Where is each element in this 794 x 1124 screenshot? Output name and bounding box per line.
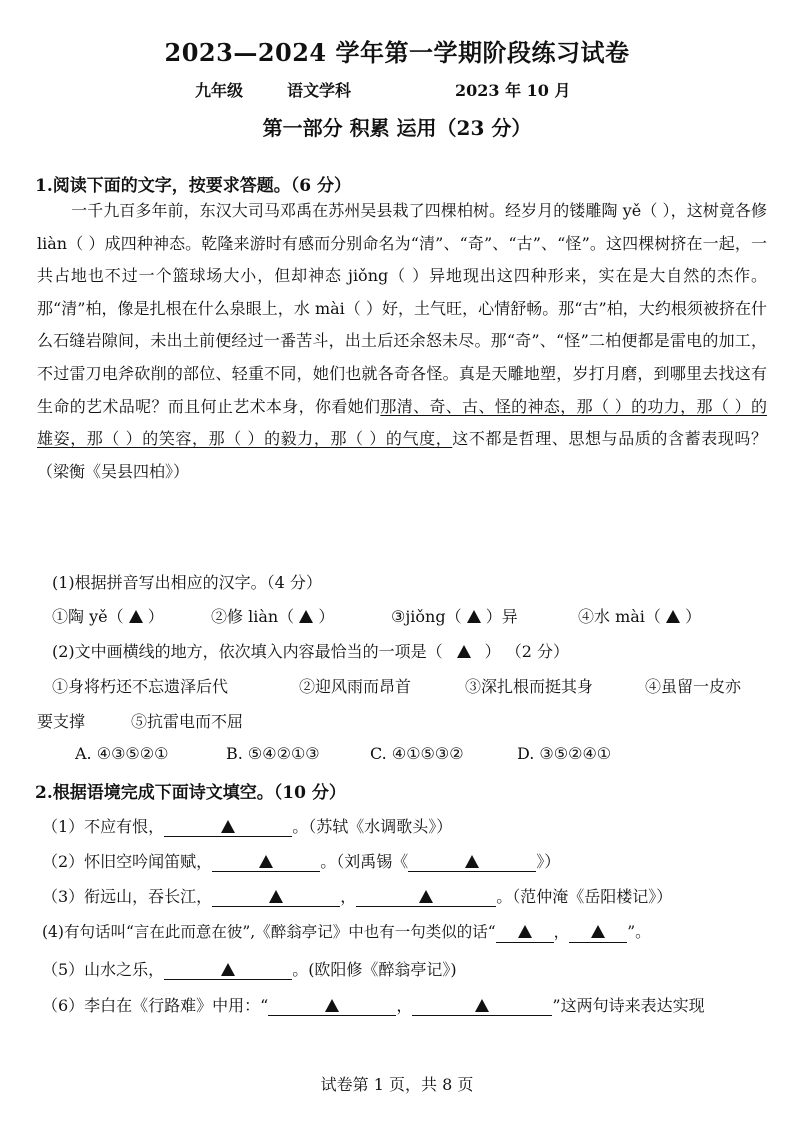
sub-question-1: (1)根据拼音写出相应的汉字。（4 分）: [52, 573, 322, 592]
pinyin-item-3: ③jiǒng（ ）异: [391, 607, 518, 626]
fill-line-6: （6）李白在《行路难》中用：“ ， ”这两句诗来表达实现: [42, 996, 705, 1015]
exam-subtitle: [0, 78, 794, 98]
exam-title: 2023—2024 学年第一学期阶段练习试卷: [164, 38, 630, 67]
choice-b: B. ⑤④②①③: [226, 744, 320, 763]
fill-line-4: (4)有句话叫“言在此而意在彼”,《醉翁亭记》中也有一句类似的话“ ， ”。: [42, 923, 651, 941]
option-statement-2: ②迎风雨而昂首: [299, 677, 412, 696]
answer-blank[interactable]: [164, 817, 292, 837]
answer-blank[interactable]: [496, 923, 554, 943]
option-statement-1: ①身将朽还不忘遗泽后代: [52, 677, 229, 696]
answer-blank[interactable]: [408, 852, 536, 872]
pinyin-item-4: ④水 mài（ ）: [578, 607, 702, 626]
part-heading: 第一部分 积累 运用（23 分）: [262, 116, 532, 140]
grade-label: 九年级: [195, 81, 244, 100]
passage-text-end: 这不都是哲理、思想与品质的含蓄表现吗？（梁衡《吴县四柏》）: [37, 429, 767, 481]
option-statement-4: ④虽留一皮亦: [645, 677, 742, 696]
sub-question-2: (2)文中画横线的地方，依次填入内容最恰当的一项是（ ） （2 分）: [52, 642, 570, 661]
answer-triangle-icon: [221, 963, 235, 976]
option-statement-5: ⑤抗雷电而不屈: [131, 712, 244, 731]
fill-line-2: （2）怀旧空吟闻笛赋， 。（刘禹锡《 》）: [42, 852, 561, 871]
question-2-heading: 2.根据语境完成下面诗文填空。（10 分）: [35, 783, 346, 803]
answer-triangle-icon: [325, 999, 339, 1012]
answer-triangle-icon: [467, 610, 481, 623]
fill-line-1: （1）不应有恨， 。（苏轼《水调歌头》）: [42, 817, 453, 836]
answer-triangle-icon: [465, 855, 479, 868]
pinyin-item-2: ②修 liàn（ ）: [211, 607, 335, 626]
option-statement-3: ③深扎根而挺其身: [465, 677, 594, 696]
option-statement-4-cont: 要支撑: [37, 712, 86, 731]
answer-triangle-icon: [457, 645, 471, 658]
answer-triangle-icon: [666, 610, 680, 623]
fill-line-3: （3）衔远山，吞长江， ， 。（范仲淹《岳阳楼记》）: [42, 887, 673, 906]
answer-blank[interactable]: [356, 887, 496, 907]
answer-triangle-icon: [221, 820, 235, 833]
fill-line-5: （5）山水之乐， 。(欧阳修《醉翁亭记》): [42, 960, 457, 979]
choice-a: A. ④③⑤②①: [75, 744, 169, 763]
choice-d: D. ③⑤②④①: [517, 744, 612, 763]
answer-triangle-icon: [419, 890, 433, 903]
answer-triangle-icon: [299, 610, 313, 623]
page-footer: 试卷第 1 页，共 8 页: [320, 1075, 474, 1094]
answer-blank[interactable]: [569, 923, 627, 943]
question-1-heading: 1.阅读下面的文字，按要求答题。（6 分）: [35, 176, 351, 196]
pinyin-item-1: ①陶 yě（ ）: [52, 607, 164, 626]
reading-passage: [37, 195, 767, 488]
answer-triangle-icon: [518, 925, 532, 938]
answer-triangle-icon: [129, 610, 143, 623]
passage-text: 一千九百多年前，东汉大司马邓禹在苏州吴县栽了四棵柏树。经岁月的镂雕陶 yě（ ），这树竟各修 liàn（ ）成四种神态。乾隆来游时有感而分别命名为“清”、“奇”、“古”、“怪”。这四棵树挤在一起，一共占地也不过一个篮球场大小，但却神态 jiǒng（ ）异地现出这四种形来，实在是大自然的杰作。那“清”柏，像是扎根在什么泉眼上，水 mài（ ）好，土气旺，心情舒畅。那“古”柏，大约根须被挤在什么石缝岩隙间，未出土前便经过一番苦斗，出土后还余怒未尽。那“奇”、“怪”二柏便都是雷电的加工，不过雷刀电斧砍削的部位、轻重不同，她们也就各奇各怪。真是天雕地塑，岁打月磨，到哪里去找这有生命的艺术品呢？而且何止艺术本身，你看她们: [37, 201, 767, 416]
answer-blank[interactable]: [212, 887, 340, 907]
answer-blank[interactable]: [164, 960, 292, 980]
answer-blank[interactable]: [412, 996, 552, 1016]
answer-triangle-icon: [591, 925, 605, 938]
choice-c: C. ④①⑤③②: [370, 744, 464, 763]
answer-triangle-icon: [475, 999, 489, 1012]
passage-underlined-text: 那清、奇、古、怪的神态，那（ ）的功力，那（ ）的雄姿，那（ ）的笑容，那（ ）的毅力，那（ ）的气度，: [37, 396, 767, 449]
answer-triangle-icon: [259, 855, 273, 868]
subject-label: 语文学科: [287, 81, 352, 100]
date-label: 2023 年 10 月: [455, 81, 571, 100]
answer-triangle-icon: [269, 890, 283, 903]
answer-blank[interactable]: [212, 852, 320, 872]
answer-blank[interactable]: [268, 996, 396, 1016]
